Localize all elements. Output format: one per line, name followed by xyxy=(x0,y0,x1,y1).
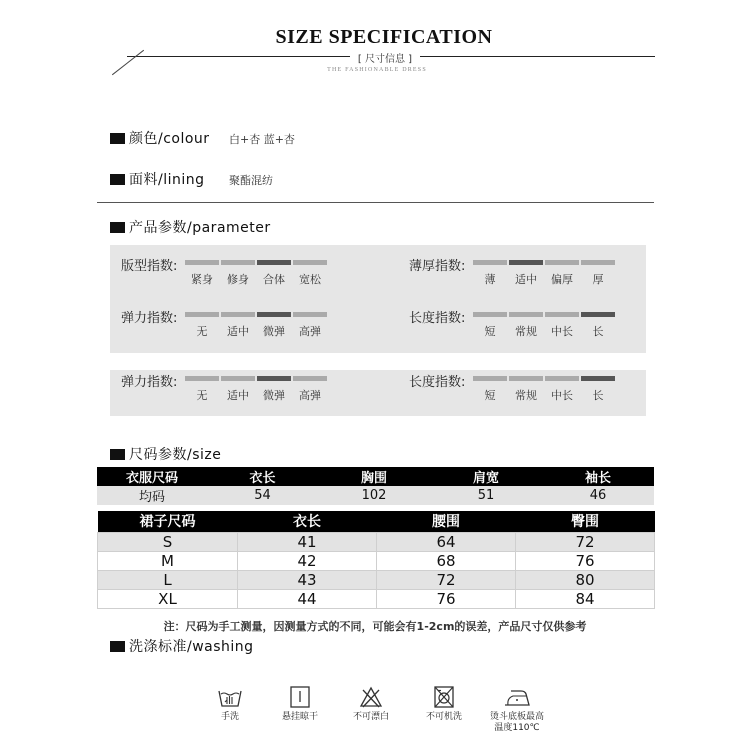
scale-option: 常规 xyxy=(515,325,537,338)
table-cell: 42 xyxy=(238,551,377,570)
fit-index-label: 版型指数: xyxy=(121,259,178,274)
scale-option: 无 xyxy=(196,389,208,402)
scale-bar xyxy=(293,260,327,265)
table-row xyxy=(98,589,655,608)
parameter-label: 产品参数/parameter xyxy=(129,220,271,236)
elasticity-index-label: 弹力指数: xyxy=(121,311,178,326)
section-divider xyxy=(97,202,654,203)
length-index-scale xyxy=(472,376,616,403)
scale-option: 长 xyxy=(592,389,604,402)
bullet-square-icon xyxy=(110,449,125,460)
scale-option: 长 xyxy=(592,325,604,338)
fit-index-scale xyxy=(184,260,328,287)
wash-item xyxy=(481,685,553,734)
table-cell: 46 xyxy=(542,486,654,505)
scale-option: 薄 xyxy=(484,273,496,286)
page-subtitle: [ 尺寸信息 ] xyxy=(350,54,420,65)
hang-dry-icon xyxy=(287,685,313,709)
scale-option: 宽松 xyxy=(299,273,321,286)
scale-option: 高弹 xyxy=(299,325,321,338)
wash-item xyxy=(336,685,406,723)
scale-bar xyxy=(545,376,579,381)
table-cell: 43 xyxy=(238,570,377,589)
scale-option: 适中 xyxy=(227,325,249,338)
scale-bar-selected xyxy=(257,376,291,381)
size-label: 尺码参数/size xyxy=(129,447,222,463)
table-row xyxy=(98,551,655,570)
table-cell: 76 xyxy=(377,589,516,608)
scale-option: 偏厚 xyxy=(551,273,573,286)
table-header-cell: 胸围 xyxy=(318,467,430,486)
skirt-size-table xyxy=(97,511,655,609)
wash-item xyxy=(195,685,265,723)
wash-label: 烫斗底板最高 温度110℃ xyxy=(489,712,544,733)
table-cell: M xyxy=(98,551,238,570)
elasticity-index-label: 弹力指数: xyxy=(121,375,178,390)
no-machine-wash-icon xyxy=(431,685,457,709)
table-header-cell: 臀围 xyxy=(516,511,655,532)
table-cell: 102 xyxy=(318,486,430,505)
iron-icon xyxy=(502,685,532,709)
table-header-row xyxy=(97,467,654,486)
scale-option: 紧身 xyxy=(191,273,213,286)
table-cell: 均码 xyxy=(97,486,207,505)
scale-bar xyxy=(473,260,507,265)
table-cell: 72 xyxy=(377,570,516,589)
wash-label: 手洗 xyxy=(220,712,239,722)
wash-item xyxy=(265,685,335,723)
table-cell: 72 xyxy=(516,532,655,551)
bullet-square-icon xyxy=(110,174,125,185)
scale-option: 适中 xyxy=(227,389,249,402)
scale-option: 短 xyxy=(484,325,496,338)
scale-bar xyxy=(221,376,255,381)
length-index-label: 长度指数: xyxy=(409,311,466,326)
table-header-cell: 衣服尺码 xyxy=(97,467,207,486)
scale-bar xyxy=(185,312,219,317)
thickness-index-scale xyxy=(472,260,616,287)
lining-label: 面料/lining xyxy=(129,172,205,188)
scale-option: 常规 xyxy=(515,389,537,402)
wash-item xyxy=(409,685,479,723)
table-cell: 54 xyxy=(207,486,318,505)
scale-option: 厚 xyxy=(592,273,604,286)
scale-option: 微弹 xyxy=(263,389,285,402)
page-title: SIZE SPECIFICATION xyxy=(275,26,493,48)
table-cell: 51 xyxy=(430,486,542,505)
wash-label: 不可机洗 xyxy=(425,712,462,722)
table-cell: 41 xyxy=(238,532,377,551)
lining-value: 聚酯混纺 xyxy=(229,174,273,187)
scale-bar xyxy=(221,260,255,265)
scale-bar xyxy=(185,376,219,381)
scale-bar-selected xyxy=(509,260,543,265)
wash-label: 不可漂白 xyxy=(352,712,389,722)
top-size-table xyxy=(97,467,654,505)
scale-bar xyxy=(545,260,579,265)
no-bleach-icon xyxy=(358,685,384,709)
wash-label: 悬挂晾干 xyxy=(281,712,318,722)
scale-option: 适中 xyxy=(515,273,537,286)
table-row xyxy=(98,532,655,551)
scale-bar xyxy=(509,312,543,317)
table-header-cell: 肩宽 xyxy=(430,467,542,486)
thickness-index-label: 薄厚指数: xyxy=(409,259,466,274)
colour-label: 颜色/colour xyxy=(129,131,210,147)
table-cell: 76 xyxy=(516,551,655,570)
scale-option: 修身 xyxy=(227,273,249,286)
scale-option: 高弹 xyxy=(299,389,321,402)
table-header-cell: 裙子尺码 xyxy=(98,511,238,532)
colour-value: 白+杏 蓝+杏 xyxy=(229,133,295,146)
elasticity-index-scale xyxy=(184,376,328,403)
scale-bar xyxy=(185,260,219,265)
table-cell: 84 xyxy=(516,589,655,608)
table-row xyxy=(97,486,654,505)
bullet-square-icon xyxy=(110,641,125,652)
table-cell: XL xyxy=(98,589,238,608)
elasticity-index-scale xyxy=(184,312,328,339)
scale-bar-selected xyxy=(581,312,615,317)
scale-bar xyxy=(293,312,327,317)
table-header-cell: 衣长 xyxy=(207,467,318,486)
hand-wash-icon xyxy=(217,685,243,709)
measurement-note: 注：尺码为手工测量，因测量方式的不同，可能会有1-2cm的误差，产品尺寸仅供参考 xyxy=(163,620,587,633)
scale-option: 中长 xyxy=(551,389,573,402)
table-cell: 44 xyxy=(238,589,377,608)
scale-bar xyxy=(473,312,507,317)
table-row xyxy=(98,570,655,589)
washing-label: 洗涤标准/washing xyxy=(129,639,254,655)
bullet-square-icon xyxy=(110,222,125,233)
scale-option: 短 xyxy=(484,389,496,402)
scale-option: 合体 xyxy=(263,273,285,286)
scale-bar xyxy=(581,260,615,265)
length-index-label: 长度指数: xyxy=(409,375,466,390)
table-header-cell: 腰围 xyxy=(377,511,516,532)
table-cell: 80 xyxy=(516,570,655,589)
scale-bar xyxy=(509,376,543,381)
table-cell: 64 xyxy=(377,532,516,551)
table-header-cell: 衣长 xyxy=(238,511,377,532)
scale-bar-selected xyxy=(257,312,291,317)
table-cell: L xyxy=(98,570,238,589)
bullet-square-icon xyxy=(110,133,125,144)
length-index-scale xyxy=(472,312,616,339)
table-cell: 68 xyxy=(377,551,516,570)
scale-bar xyxy=(473,376,507,381)
scale-bar xyxy=(221,312,255,317)
scale-option: 中长 xyxy=(551,325,573,338)
scale-bar xyxy=(293,376,327,381)
scale-bar-selected xyxy=(581,376,615,381)
table-header-row xyxy=(98,511,655,532)
table-cell: S xyxy=(98,532,238,551)
table-header-cell: 袖长 xyxy=(542,467,654,486)
scale-option: 无 xyxy=(196,325,208,338)
scale-bar xyxy=(545,312,579,317)
scale-bar-selected xyxy=(257,260,291,265)
scale-option: 微弹 xyxy=(263,325,285,338)
tagline: THE FASHIONABLE DRESS xyxy=(327,67,427,73)
